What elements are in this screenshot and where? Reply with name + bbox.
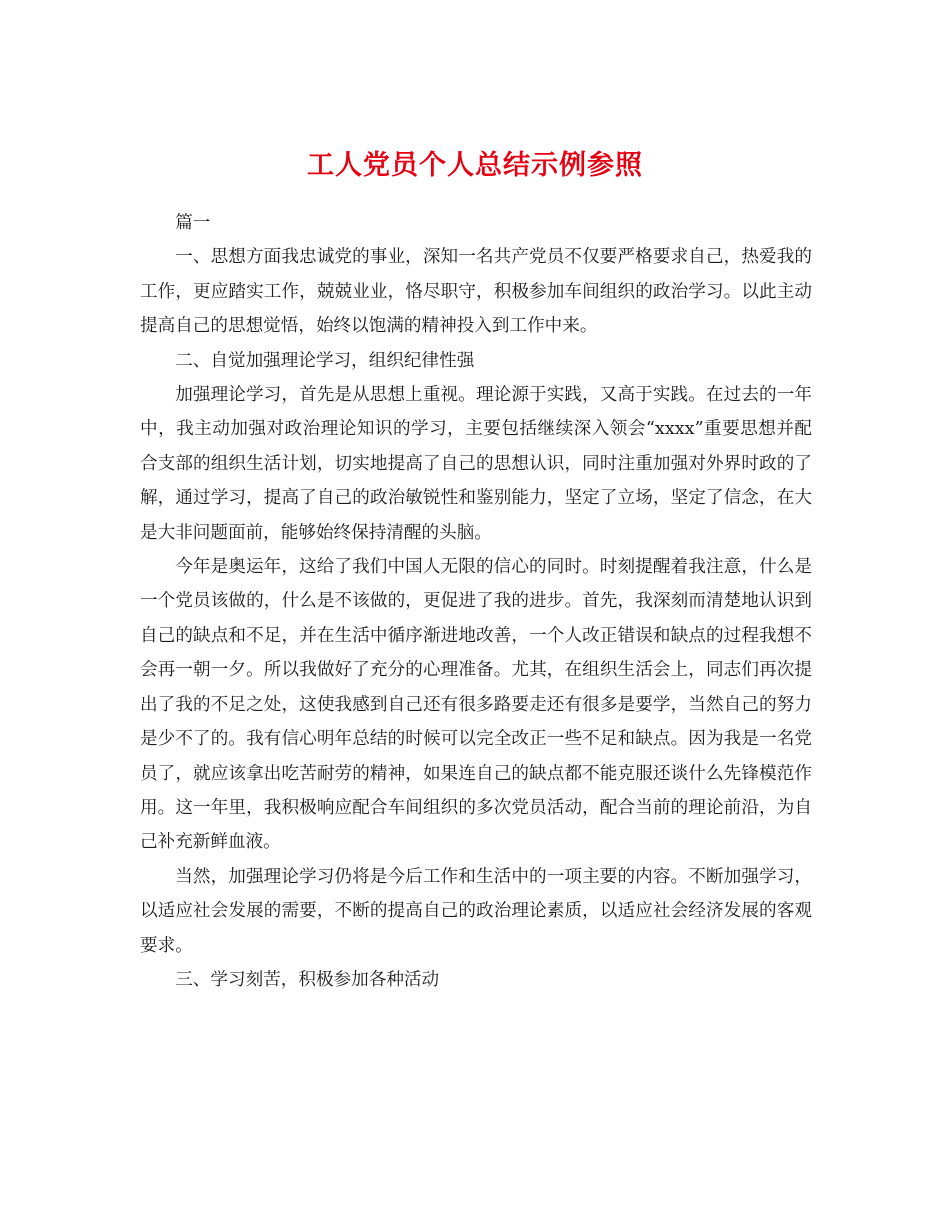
document-body (140, 206, 812, 997)
document-title: 工人党员个人总结示例参照 (307, 150, 643, 182)
paragraph-future-study: 当然，加强理论学习仍将是今后工作和生活中的一项主要的内容。不断加强学习，以适应社会发展的需要，不断的提高自己的政治理论素质，以适应社会经济发展的客观要求。 (140, 866, 812, 956)
heading-theory-study: 二、自觉加强理论学习，组织纪律性强 (175, 350, 475, 371)
paragraph-olympic-year: 今年是奥运年，这给了我们中国人无限的信心的同时。时刻提醒着我注意，什么是一个党员该做的，什么是不该做的，更促进了我的进步。首先，我深刻而清楚地认识到自己的缺点和不足，并在生活中循序渐进地改善，一个人改正错误和缺点的过程我想不会再一朝一夕。所以我做好了充分的心理准备。尤其，在组织生活会上，同志们再次提出了我的不足之处，这使我感到自己还有很多路要走还有很多是要学，当然自己的努力是少不了的。我有信心明年总结的时候可以完全改正一些不足和缺点。因为我是一名党员了，就应该拿出吃苦耐劳的精神，如果连自己的缺点都不能克服还谈什么先锋模范作用。这一年里，我积极响应配合车间组织的多次党员活动，配合当前的理论前沿，为自己补充新鲜血液。 (140, 557, 812, 853)
paragraph-thought: 一、思想方面我忠诚党的事业，深知一名共产党员不仅要严格要求自己，热爱我的工作，更应踏实工作，兢兢业业，恪尽职守，积极参加车间组织的政治学习。以此主动提高自己的思想觉悟，始终以饱满的精神投入到工作中来。 (140, 247, 812, 337)
paragraph-theory-study: 加强理论学习，首先是从思想上重视。理论源于实践，又高于实践。在过去的一年中，我主动加强对政治理论知识的学习，主要包括继续深入领会“xxxx”重要思想并配合支部的组织生活计划，切实地提高了自己的思想认识，同时注重加强对外界时政的了解，通过学习，提高了自己的政治敏锐性和鉴别能力，坚定了立场，坚定了信念，在大是大非问题面前，能够始终保持清醒的头脑。 (140, 385, 812, 543)
section-label: 篇一 (175, 213, 211, 233)
heading-activities: 三、学习刻苦，积极参加各种活动 (175, 969, 440, 990)
